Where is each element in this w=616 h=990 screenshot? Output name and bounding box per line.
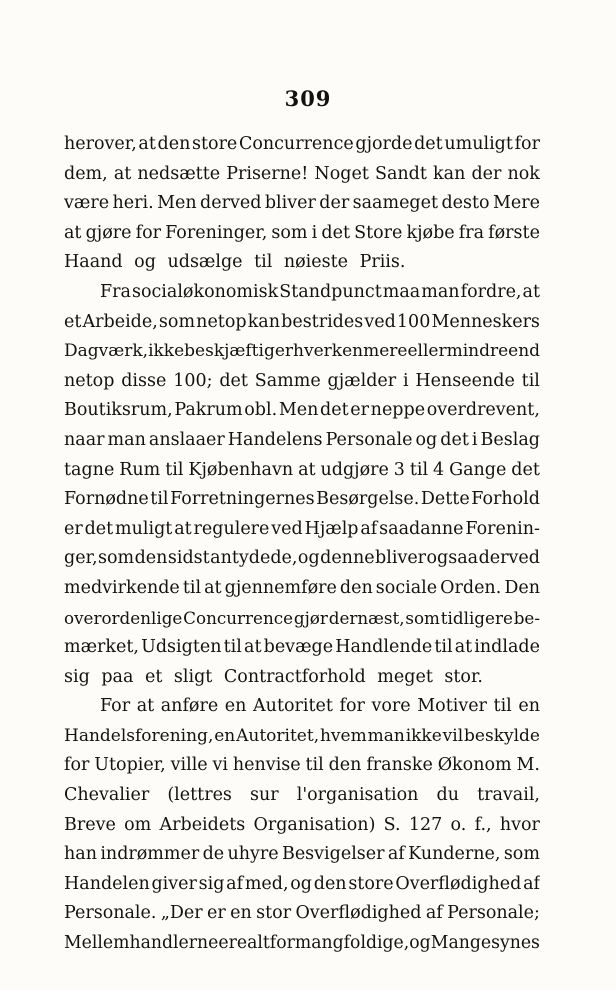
text-line: overordenlige Concurrence gjør dernæst, som tidligere be- [64, 607, 540, 628]
text-line: naar man anslaaer Handelens Personale og det i Beslag [64, 429, 540, 450]
text-line: et Arbeide, som netop kan bestrides ved 100 Menneskers [64, 311, 540, 332]
text-line: ger, som den sidst antydede, og denne bliver ogsaa derved [64, 548, 540, 569]
text-line: Fornødne til Forretningernes Besørgelse. Dette Forhold [64, 489, 540, 510]
text-line: Dagværk, ikke beskjæftiger hverken mere eller mindre end [64, 341, 540, 362]
text-line: medvirkende til at gjennemføre den sociale Orden. Den [64, 577, 540, 598]
text-line: herover, at den store Concurrence gjorde det umuligt for [64, 134, 540, 154]
text-line: for Utopier, ville vi henvise til den franske Økonom M. [64, 755, 540, 776]
text-line: mærket, Udsigten til at bevæge Handlende til at indlade [64, 637, 540, 658]
text-line: Handelsforening, en Autoritet, hvem man ikke vil beskylde [64, 725, 540, 746]
text-line: dem, at nedsætte Priserne! Noget Sandt kan der nok [64, 163, 540, 184]
text-line: Handelen giver sig af med, og den store Overflødighed af [64, 873, 540, 894]
text-line: sig paa et sligt Contractforhold meget stor. [64, 666, 483, 687]
text-line: Breve om Arbeidets Organisation) S. 127 o. f., hvor [64, 814, 540, 835]
text-line: tagne Rum til Kjøbenhavn at udgjøre 3 til 4 Gange det [64, 459, 540, 480]
text-line: Haand og udsælge til nøieste Priis. [64, 252, 406, 273]
page-number: 309 [284, 86, 332, 111]
text-line: Fra socialøkonomisk Standpunct maa man fordre, at [100, 281, 540, 302]
text-line: er det muligt at regulere ved Hjælp af saadanne Forenin- [64, 518, 540, 539]
body-text [64, 130, 540, 959]
text-line: Chevalier (lettres sur l'organisation du travail, [64, 785, 540, 806]
text-line: at gjøre for Foreninger, som i det Store kjøbe fra første [64, 222, 540, 243]
text-line: være heri. Men derved bliver der saameget desto Mere [64, 193, 540, 214]
text-line: Boutiksrum, Pakrum obl. Men det er neppe overdrevent, [64, 400, 540, 421]
text-line: netop disse 100; det Samme gjælder i Henseende til [64, 370, 540, 391]
text-line: For at anføre en Autoritet for vore Motiver til en [100, 696, 540, 717]
text-line: Personale. „Der er en stor Overflødighed af Personale; [64, 903, 540, 924]
text-line: Mellemhandlerne ere altfor mangfoldige, og Mange synes [64, 933, 540, 954]
text-line: han indrømmer de uhyre Besvigelser af Kunderne, som [64, 844, 540, 865]
